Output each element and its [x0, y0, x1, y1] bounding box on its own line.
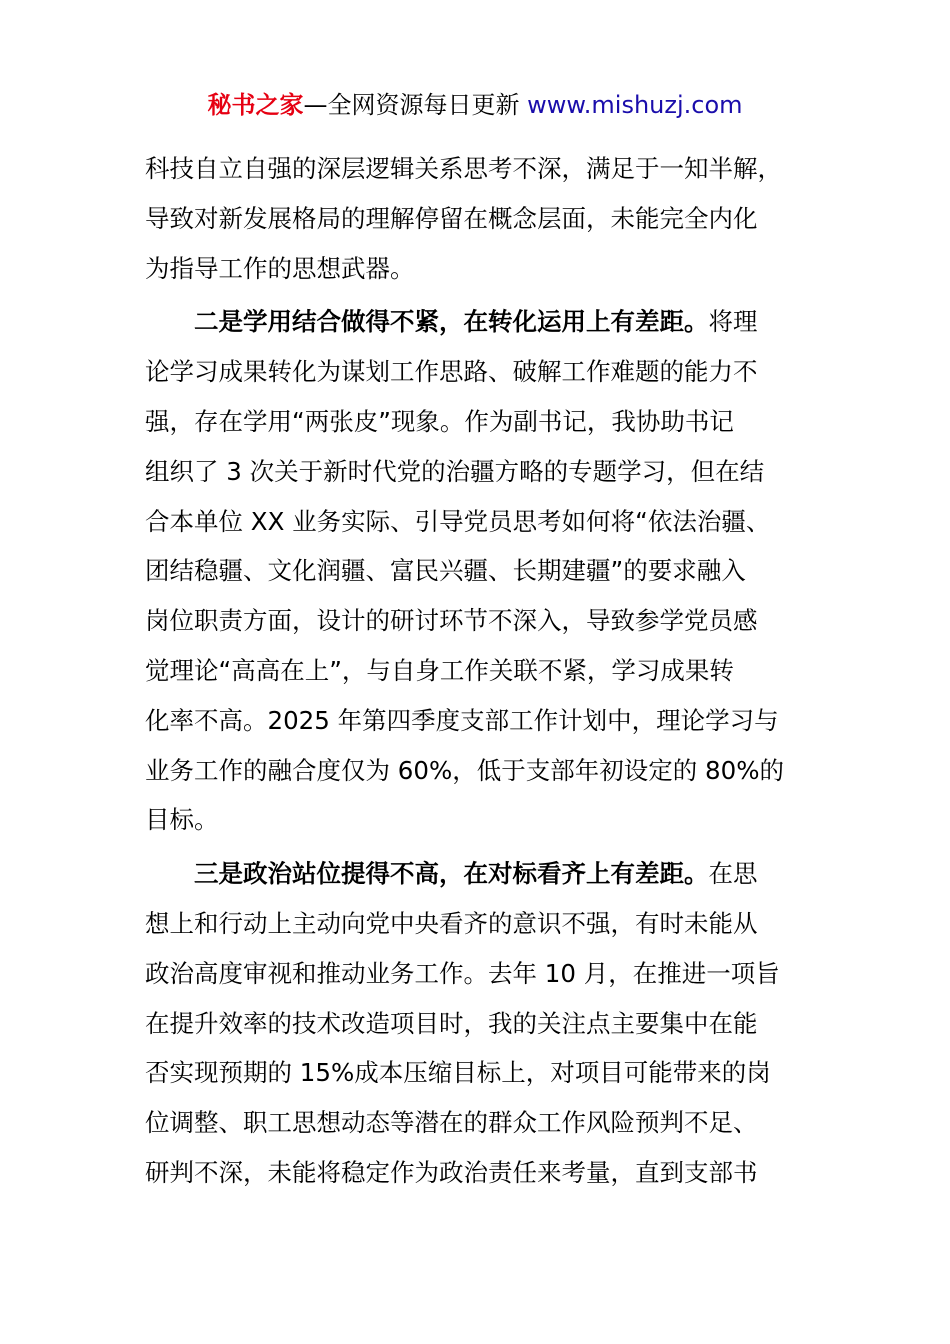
text-run: 将理: [708, 307, 758, 337]
text-line: 组织了 3 次关于新时代党的治疆方略的专题学习，但在结: [145, 456, 765, 486]
paragraph-heading: 三是政治站位提得不高，在对标看齐上有差距。: [194, 859, 709, 889]
site-tagline: —全网资源每日更新: [303, 91, 528, 119]
text-line: 团结稳疆、文化润疆、富民兴疆、长期建疆”的要求融入: [145, 556, 746, 586]
document-body: [145, 144, 815, 1198]
text-line: 岗位职责方面，设计的研讨环节不深入，导致参学党员感: [145, 606, 758, 636]
text-line: 在提升效率的技术改造项目时，我的关注点主要集中在能: [145, 1008, 758, 1038]
text-line: 位调整、职工思想动态等潜在的群众工作风险预判不足、: [145, 1108, 758, 1138]
text-line: 为指导工作的思想武器。: [145, 253, 415, 283]
text-line: [145, 297, 815, 347]
text-line: 合本单位 XX 业务实际、引导党员思考如何将“依法治疆、: [145, 506, 771, 536]
text-line: 强，存在学用“两张皮”现象。作为副书记，我协助书记: [145, 406, 734, 436]
site-header: [0, 88, 950, 122]
text-run: 在思: [708, 859, 758, 889]
text-line: 觉理论“高高在上”，与自身工作关联不紧，学习成果转: [145, 655, 734, 685]
text-line: 否实现预期的 15%成本压缩目标上，对项目可能带来的岗: [145, 1058, 771, 1088]
text-line: 研判不深，未能将稳定作为政治责任来考量，直到支部书: [145, 1157, 758, 1187]
text-line: 化率不高。2025 年第四季度支部工作计划中，理论学习与: [145, 705, 779, 735]
site-url-link[interactable]: www.mishuzj.com: [527, 91, 743, 119]
text-line: 论学习成果转化为谋划工作思路、破解工作难题的能力不: [145, 357, 758, 387]
paragraph-heading: 二是学用结合做得不紧，在转化运用上有差距。: [194, 307, 709, 337]
paragraph-1: [145, 144, 815, 293]
text-line: 科技自立自强的深层逻辑关系思考不深，满足于一知半解，: [145, 154, 782, 183]
text-line: 政治高度审视和推动业务工作。去年 10 月，在推进一项旨: [145, 958, 780, 988]
text-line: 业务工作的融合度仅为 60%，低于支部年初设定的 80%的: [145, 755, 784, 785]
text-line: 导致对新发展格局的理解停留在概念层面，未能完全内化: [145, 203, 758, 233]
paragraph-2: [145, 297, 815, 845]
text-line: 目标。: [145, 805, 219, 835]
site-brand: 秘书之家: [207, 91, 304, 119]
text-line: [145, 849, 815, 899]
paragraph-3: [145, 849, 815, 1198]
text-line: 想上和行动上主动向党中央看齐的意识不强，有时未能从: [145, 908, 758, 938]
